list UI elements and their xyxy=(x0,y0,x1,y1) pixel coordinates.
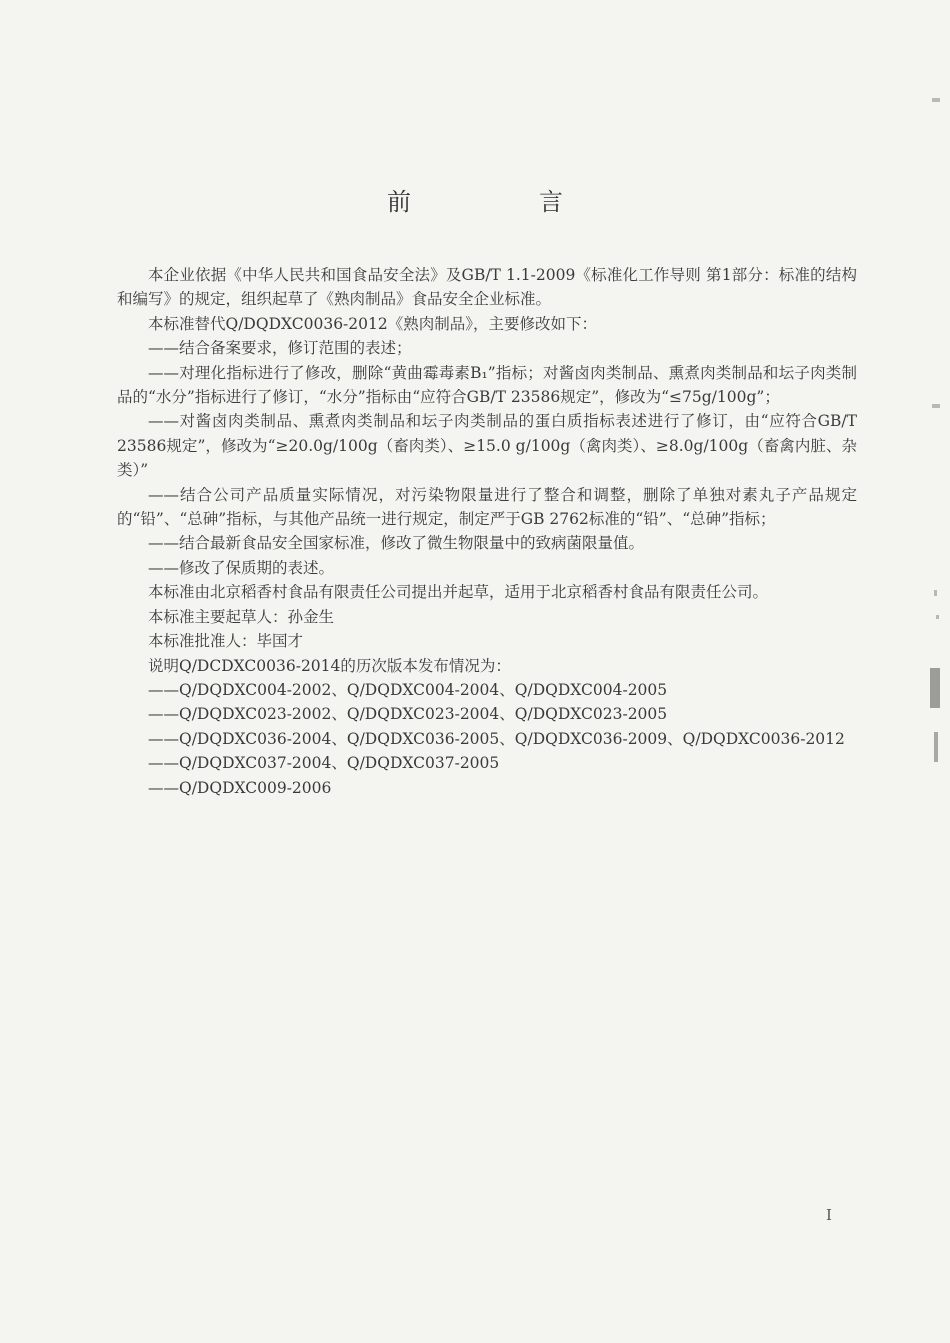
intro-paragraph: 本企业依据《中华人民共和国食品安全法》及GB/T 1.1-2009《标准化工作导则 第1部分：标准的结构和编写》的规定，组织起草了《熟肉制品》食品安全企业标准。 xyxy=(117,266,857,309)
version-item: ——Q/DQDXC037-2004、Q/DQDXC037-2005 xyxy=(148,754,500,773)
scan-artifact xyxy=(932,404,940,408)
foreword-body xyxy=(117,263,857,800)
approver-statement: 本标准批准人：毕国才 xyxy=(148,632,304,651)
change-item: ——对酱卤肉类制品、熏煮肉类制品和坛子肉类制品的蛋白质指标表述进行了修订，由“应符合GB/T 23586规定”，修改为“≥20.0g/100g（畜肉类）、≥15.0 g/100g（禽肉类）、≥8.0g/100g（畜禽内脏、杂类）” xyxy=(117,412,857,480)
change-item: ——结合备案要求，修订范围的表述； xyxy=(148,339,412,358)
change-item: ——结合公司产品质量实际情况，对污染物限量进行了整合和调整，删除了单独对素丸子产品规定的“铅”、“总砷”指标，与其他产品统一进行规定，制定严于GB 2762标准的“铅”、“总砷”指标； xyxy=(117,485,857,529)
scan-artifact xyxy=(932,98,940,102)
scan-artifact xyxy=(934,732,938,762)
version-history-heading: 说明Q/DCDXC0036-2014的历次版本发布情况为： xyxy=(148,656,511,675)
scan-artifact xyxy=(936,615,939,619)
scan-artifact xyxy=(930,668,940,708)
version-item: ——Q/DQDXC004-2002、Q/DQDXC004-2004、Q/DQDXC004-2005 xyxy=(148,680,668,699)
drafter-statement: 本标准主要起草人：孙金生 xyxy=(148,607,335,626)
scan-artifact xyxy=(934,590,937,596)
change-item: ——结合最新食品安全国家标准，修改了微生物限量中的致病菌限量值。 xyxy=(148,534,645,553)
change-item: ——修改了保质期的表述。 xyxy=(148,558,335,577)
page-title: 前 言 xyxy=(387,188,615,216)
proposer-statement: 本标准由北京稻香村食品有限责任公司提出并起草，适用于北京稻香村食品有限责任公司。 xyxy=(148,583,769,602)
change-item: ——对理化指标进行了修改，删除“黄曲霉毒素B₁”指标；对酱卤肉类制品、熏煮肉类制品和坛子肉类制品的“水分”指标进行了修订，“水分”指标由“应符合GB/T 23586规定”，修改为“≤75g/100g”； xyxy=(117,363,857,407)
page-number: I xyxy=(826,1206,832,1224)
version-item: ——Q/DQDXC009-2006 xyxy=(148,778,332,797)
replacement-statement: 本标准替代Q/DQDXC0036-2012《熟肉制品》，主要修改如下： xyxy=(148,314,597,333)
version-item: ——Q/DQDXC036-2004、Q/DQDXC036-2005、Q/DQDXC036-2009、Q/DQDXC0036-2012 xyxy=(148,729,845,748)
version-item: ——Q/DQDXC023-2002、Q/DQDXC023-2004、Q/DQDXC023-2005 xyxy=(148,705,668,724)
